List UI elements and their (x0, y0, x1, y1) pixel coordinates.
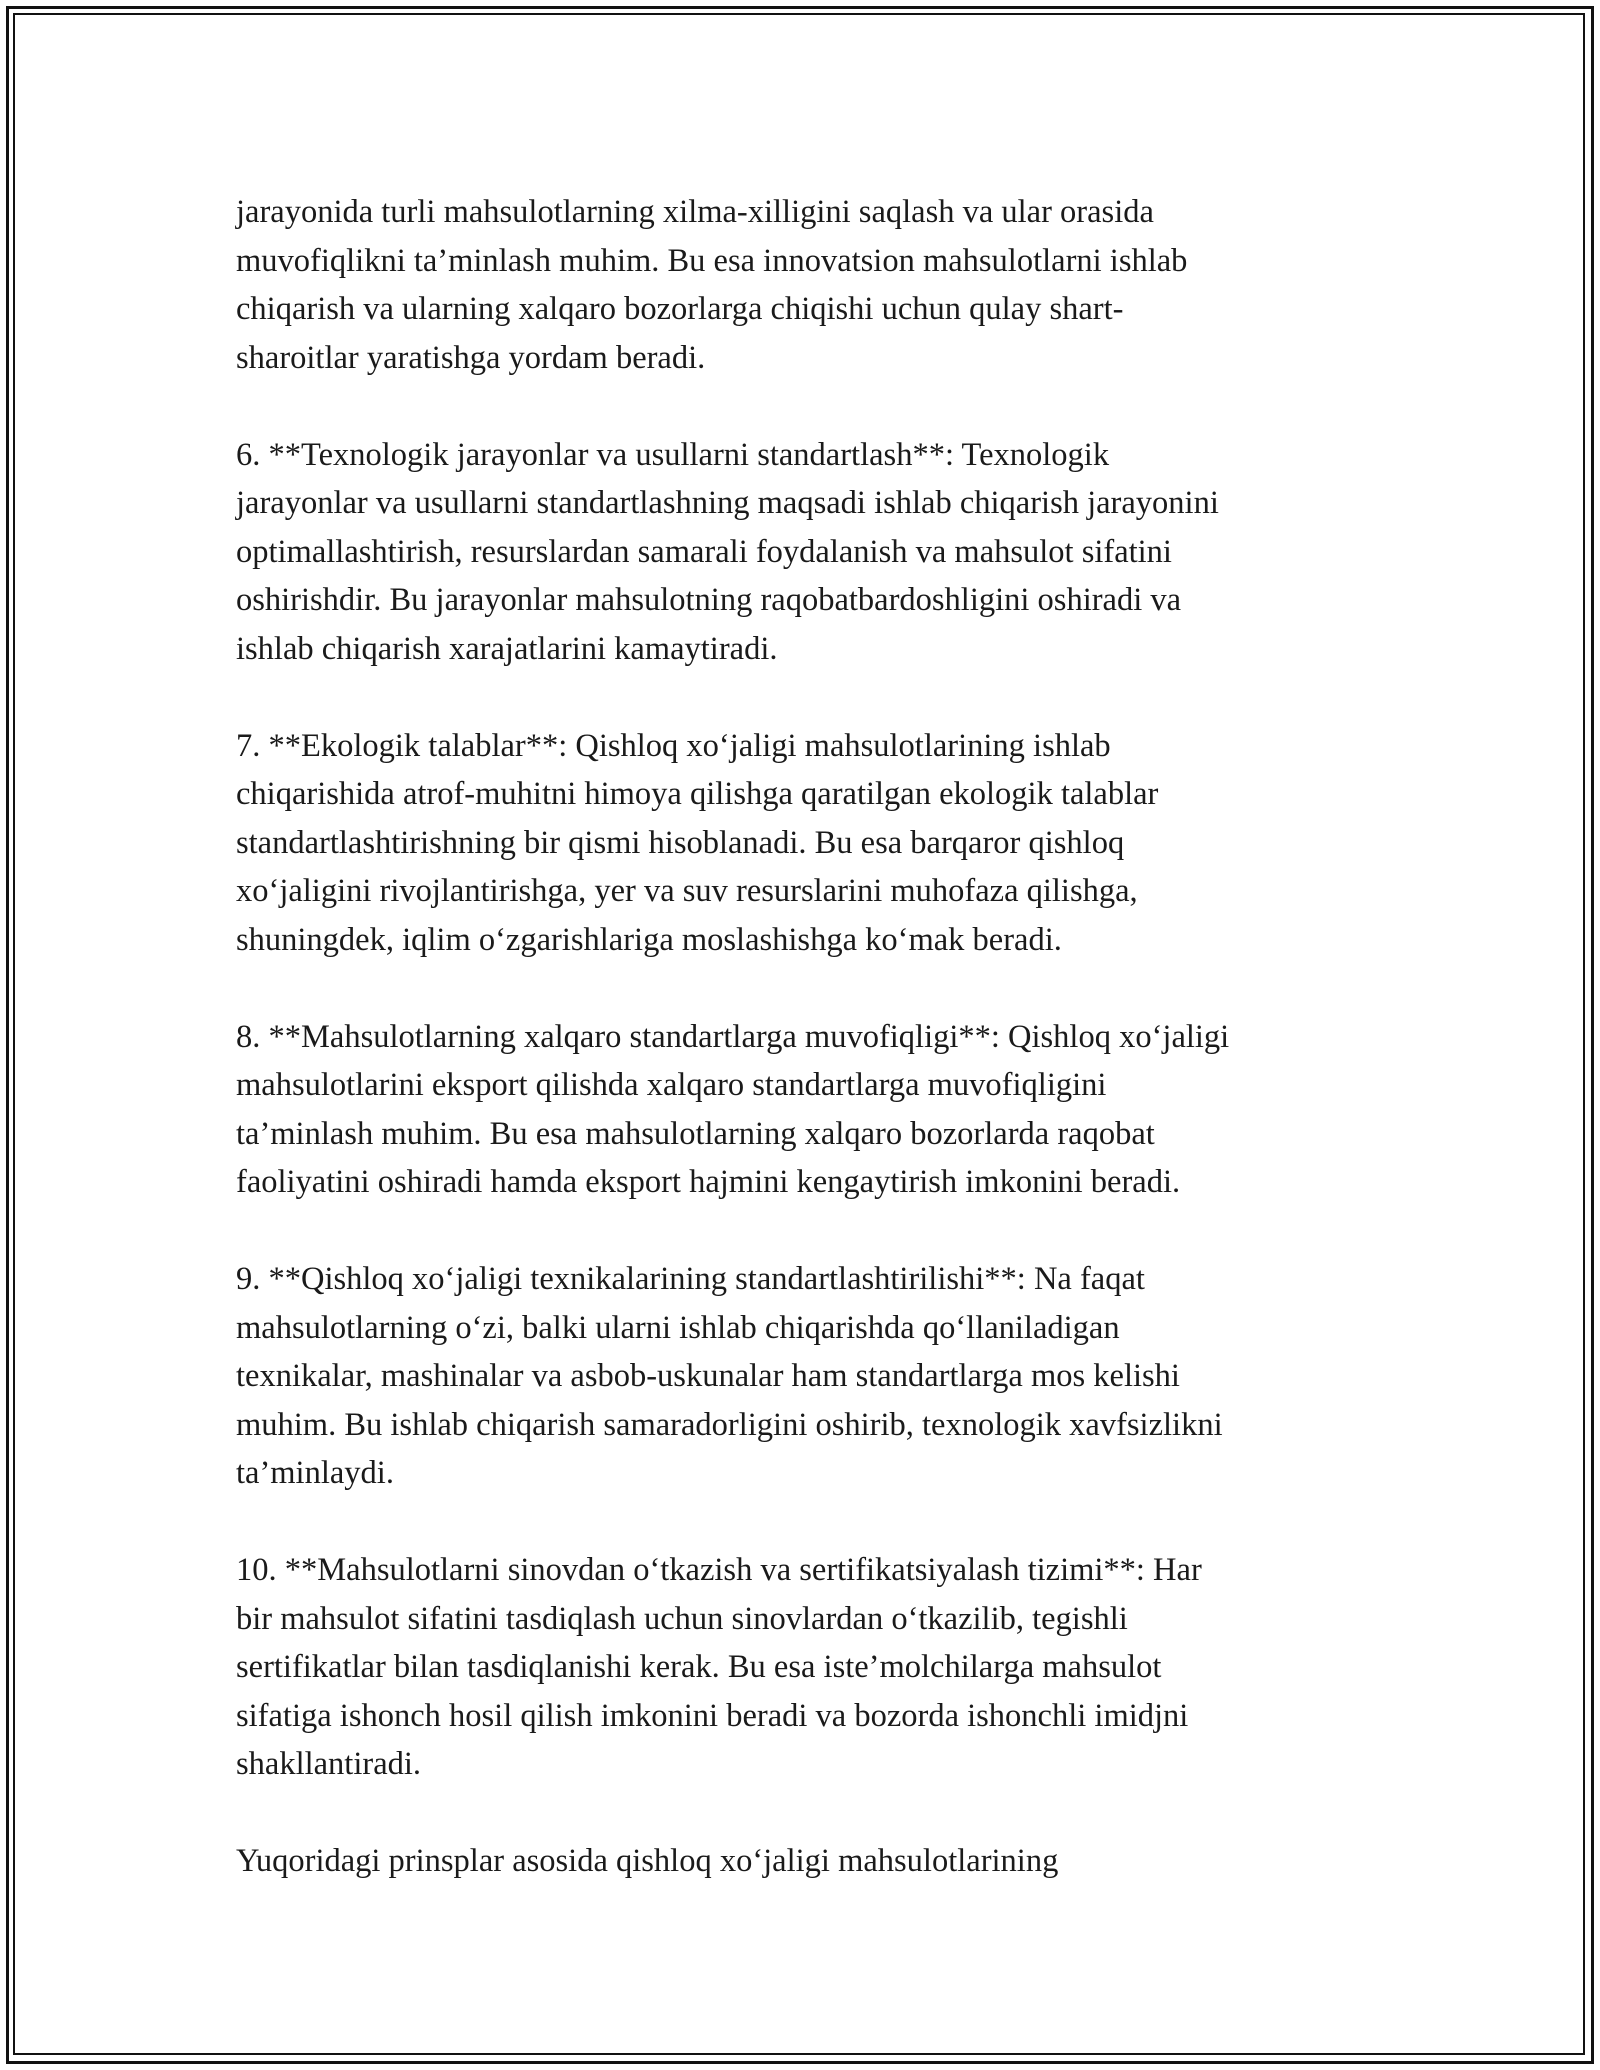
text-line: mahsulotlarini eksport qilishda xalqaro standartlarga muvofiqligini (236, 1067, 1107, 1103)
text-line: standartlashtirishning bir qismi hisoblanadi. Bu esa barqaror qishloq (236, 824, 1125, 861)
text-line: muhim. Bu ishlab chiqarish samaradorligini oshirib, texnologik xavfsizlikni (236, 1406, 1223, 1443)
text-line: oshirishdir. Bu jarayonlar mahsulotning raqobatbardoshligini oshiradi va (236, 582, 1182, 618)
text-line: ta’minlash muhim. Bu esa mahsulotlarning xalqaro bozorlarda raqobat (236, 1115, 1155, 1152)
text-line: mahsulotlarning oʻzi, balki ularni ishlab chiqarishda qoʻllaniladigan (236, 1309, 1120, 1346)
text-line: bir mahsulot sifatini tasdiqlash uchun sinovlardan oʻtkazilib, tegishli (236, 1600, 1128, 1637)
paragraph-intro-continuation (236, 188, 1376, 382)
text-line: sertifikatlar bilan tasdiqlanishi kerak. Bu esa iste’molchilarga mahsulot (236, 1649, 1162, 1685)
text-line: chiqarish va ularning xalqaro bozorlarga chiqishi uchun qulay shart- (236, 291, 1124, 327)
text-line: faoliyatini oshiradi hamda eksport hajmini kengaytirish imkonini beradi. (236, 1164, 1181, 1200)
text-line: ishlab chiqarish xarajatlarini kamaytiradi. (236, 630, 778, 667)
text-line: 6. **Texnologik jarayonlar va usullarni standartlash**: Texnologik (236, 436, 1110, 473)
paragraph-item-7 (236, 722, 1376, 965)
paragraph-conclusion (236, 1837, 1376, 1886)
text-line: shuningdek, iqlim oʻzgarishlariga moslashishga koʻmak beradi. (236, 921, 1062, 958)
text-line: muvofiqlikni ta’minlash muhim. Bu esa innovatsion mahsulotlarni ishlab (236, 242, 1188, 279)
text-line: texnikalar, mashinalar va asbob-uskunalar ham standartlarga mos kelishi (236, 1358, 1180, 1394)
text-line: sifatiga ishonch hosil qilish imkonini beradi va bozorda ishonchli imidjni (236, 1697, 1189, 1734)
paragraph-item-10 (236, 1546, 1376, 1789)
text-line: 7. **Ekologik talablar**: Qishloq xoʻjaligi mahsulotlarining ishlab (236, 727, 1111, 764)
paragraph-item-6 (236, 431, 1376, 674)
text-line: ta’minlaydi. (236, 1455, 394, 1491)
text-line: optimallashtirish, resurslardan samarali foydalanish va mahsulot sifatini (236, 533, 1172, 570)
document-body (236, 188, 1376, 1934)
paragraph-item-8 (236, 1013, 1376, 1207)
text-line: sharoitlar yaratishga yordam beradi. (236, 339, 706, 376)
text-line: 10. **Mahsulotlarni sinovdan oʻtkazish va sertifikatsiyalash tizimi**: Har (236, 1552, 1202, 1588)
text-line: jarayonlar va usullarni standartlashning maqsadi ishlab chiqarish jarayonini (236, 485, 1219, 521)
text-line: 9. **Qishloq xoʻjaligi texnikalarining standartlashtirilishi**: Na faqat (236, 1261, 1145, 1297)
text-line: xoʻjaligini rivojlantirishga, yer va suv resurslarini muhofaza qilishga, (236, 873, 1138, 909)
text-line: Yuqoridagi prinsplar asosida qishloq xoʻjaligi mahsulotlarining (236, 1843, 1059, 1879)
text-line: chiqarishida atrof-muhitni himoya qilishga qaratilgan ekologik talablar (236, 776, 1159, 812)
text-line: jarayonida turli mahsulotlarning xilma-xilligini saqlash va ular orasida (236, 194, 1154, 230)
paragraph-item-9 (236, 1255, 1376, 1498)
text-line: 8. **Mahsulotlarning xalqaro standartlarga muvofiqligi**: Qishloq xoʻjaligi (236, 1018, 1230, 1055)
text-line: shakllantiradi. (236, 1746, 422, 1782)
